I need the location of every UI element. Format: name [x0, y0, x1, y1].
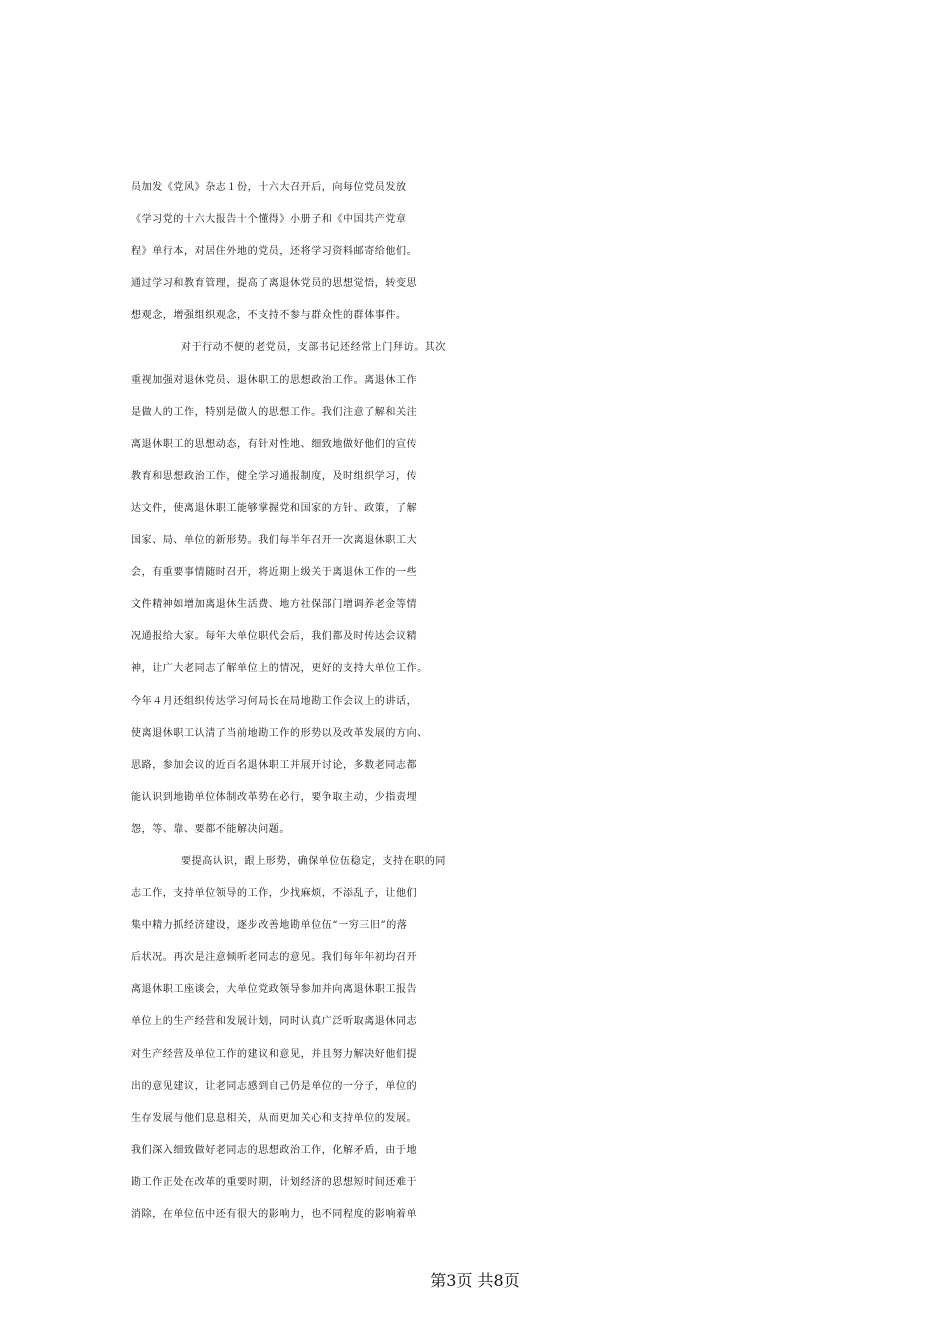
text-line: 对生产经营及单位工作的建议和意见，并且努力解决好他们提	[131, 1048, 418, 1060]
text-line: 教育和思想政治工作，健全学习通报制度，及时组织学习，传	[131, 470, 418, 482]
body-text	[131, 172, 831, 1231]
text-line: 出的意见建议，让老同志感到自己仍是单位的一分子，单位的	[131, 1080, 418, 1092]
text-line: 单位上的生产经营和发展计划，同时认真广泛听取离退休同志	[131, 1016, 418, 1028]
text-line: 志工作，支持单位领导的工作，少找麻烦，不添乱子，让他们	[131, 888, 418, 900]
text-line: 国家、局、单位的新形势。我们每半年召开一次离退休职工大	[131, 535, 418, 547]
text-line: 我们深入细致做好老同志的思想政治工作，化解矛盾，由于地	[131, 1144, 418, 1156]
text-line: 是做人的工作，特别是做人的思想工作。我们注意了解和关注	[131, 406, 418, 418]
text-line: 达文件，使离退休职工能够掌握党和国家的方针、政策，了解	[131, 502, 418, 514]
text-line: 程》单行本，对居住外地的党员，还将学习资料邮寄给他们。	[131, 246, 418, 258]
text-line: 离退休职工座谈会，大单位党政领导参加并向离退休职工报告	[131, 984, 418, 996]
page-footer: 第3页 共8页	[430, 1271, 520, 1290]
text-line: 《学习党的十六大报告十个懂得》小册子和《中国共产党章	[131, 214, 407, 226]
text-line: 后状况。再次是注意倾听老同志的意见。我们每年年初均召开	[131, 952, 418, 964]
text-line: 生存发展与他们息息相关，从而更加关心和支持单位的发展。	[131, 1112, 418, 1124]
text-line: 使离退休职工认清了当前地勘工作的形势以及改革发展的方向、	[131, 727, 428, 739]
text-line: 怨，等、靠、要都不能解决问题。	[131, 823, 290, 835]
text-line: 员加发《党风》杂志１份，十六大召开后，向每位党员发放	[131, 182, 407, 193]
text-line: 会，有重要事情随时召开，将近期上级关于离退休工作的一些	[131, 567, 418, 579]
paragraph-first-line: 要提高认识，跟上形势，确保单位伍稳定，支持在职的同	[181, 855, 446, 867]
text-line: 消除，在单位伍中还有很大的影响力，也不同程度的影响着单	[131, 1209, 418, 1220]
text-line: 文件精神如增加离退休生活费、地方社保部门增调养老金等情	[131, 599, 418, 611]
text-line: 离退休职工的思想动态，有针对性地、细致地做好他们的宣传	[131, 438, 418, 450]
text-line: 能认识到地勘单位体制改革势在必行，要争取主动，少指责埋	[131, 791, 418, 803]
paragraph-first-line: 对于行动不便的老党员，支部书记还经常上门拜访。其次	[181, 342, 446, 354]
text-line: 神，让广大老同志了解单位上的情况，更好的支持大单位工作。	[131, 663, 428, 675]
text-line: 想观念，增强组织观念，不支持不参与群众性的群体事件。	[131, 310, 407, 322]
text-line: 今年４月还组织传达学习何局长在局地勘工作会议上的讲话，	[131, 695, 418, 707]
text-line: 勘工作正处在改革的重要时期，计划经济的思想短时间还难于	[131, 1176, 418, 1188]
text-line: 集中精力抓经济建设，逐步改善地勘单位伍“一穷三旧”的落	[131, 920, 408, 932]
text-line: 重视加强对退休党员、退休职工的思想政治工作。离退休工作	[131, 374, 418, 386]
text-line: 思路，参加会议的近百名退休职工并展开讨论，多数老同志都	[131, 759, 418, 771]
text-line: 通过学习和教育管理，提高了离退休党员的思想觉悟，转变思	[131, 278, 418, 290]
text-line: 况通报给大家。每年大单位职代会后，我们都及时传达会议精	[131, 631, 418, 643]
